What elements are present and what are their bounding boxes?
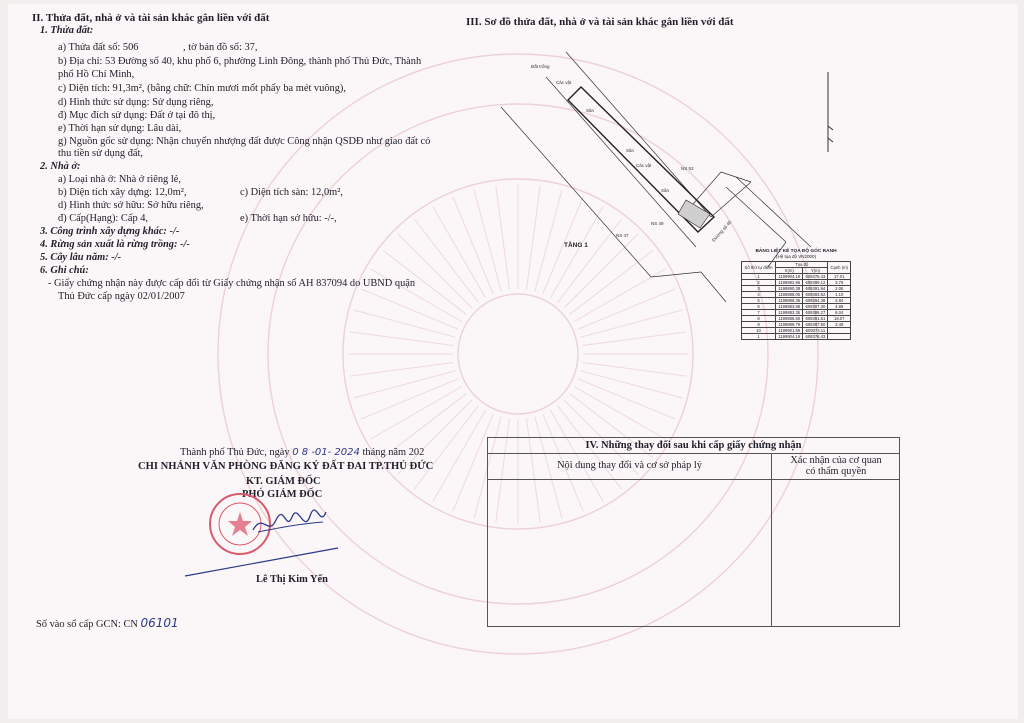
date-prefix: Thành phố Thủ Đức, ngày	[180, 447, 290, 458]
note-line2: Thủ Đức cấp ngày 02/01/2007	[58, 291, 185, 302]
changes-col-confirm-line2: có thẩm quyền	[805, 466, 867, 477]
coords-cell: 6	[742, 304, 776, 310]
section-4-title: IV. Những thay đổi sau khi cấp giấy chứng nhận	[488, 438, 899, 454]
certificate-page	[8, 4, 1018, 719]
coords-title: BẢNG LIỆT KÊ TỌA ĐỘ GÓC RANH	[755, 249, 837, 254]
coords-cell: 10	[742, 328, 776, 334]
date-line	[180, 447, 424, 459]
coords-cell: 2	[742, 280, 776, 286]
coords-cell: 609376.43	[803, 334, 828, 340]
coords-cell: 7	[742, 310, 776, 316]
coords-header-group: Tọa độ	[776, 262, 828, 268]
planted-forest: 4. Rừng sản xuất là rừng trồng: -/-	[40, 239, 190, 250]
floor-label: TẦNG 1	[564, 242, 588, 249]
coords-cell: 1199890.38	[776, 286, 803, 292]
changes-col-confirm-line1: Xác nhận của cơ quan	[790, 455, 882, 466]
coords-cell: 18.07	[828, 316, 851, 322]
coords-cell: 1.10	[828, 292, 851, 298]
land-origin-line1: g) Nguồn gốc sử dụng: Nhận chuyển nhượng đất được Công nhận QSDĐ như giao đất có	[58, 136, 431, 147]
coords-cell: 1	[742, 274, 776, 280]
signer-name: Lê Thị Kim Yến	[256, 574, 328, 585]
coords-cell: 17.01	[828, 274, 851, 280]
coords-cell	[828, 334, 851, 340]
coords-cell: 3	[742, 286, 776, 292]
register-line	[36, 617, 179, 631]
date-stamp: 0 8 -01- 2024	[292, 447, 360, 458]
map-label: Sân	[661, 188, 670, 193]
house-grade: đ) Cấp(Hạng): Cấp 4,	[58, 213, 149, 224]
house-floor-area: c) Diện tích sàn: 12,0m²,	[240, 187, 343, 198]
changes-col-content: Nội dung thay đổi và cơ sở pháp lý	[557, 460, 702, 471]
coords-cell: 1199892.86	[776, 280, 803, 286]
coords-row	[742, 316, 851, 322]
changes-column-divider	[488, 453, 772, 626]
map-label: NS 49	[651, 221, 664, 226]
map-label: Các vật	[556, 80, 572, 85]
signer-kt: KT. GIÁM ĐỐC	[246, 476, 321, 487]
coords-cell: 3.48	[828, 322, 851, 328]
land-purpose: đ) Mục đích sử dụng: Đất ở tại đô thị,	[58, 110, 216, 121]
coords-cell: 1199886.35	[776, 298, 803, 304]
note-line1: - Giấy chứng nhận này được cấp đổi từ Giấy chứng nhận số AH 837094 do UBND quận	[48, 278, 416, 289]
coords-cell: 1199889.79	[776, 322, 803, 328]
coords-cell: 1199888.05	[776, 292, 803, 298]
land-address-line1: b) Địa chỉ: 53 Đường số 40, khu phố 6, phường Linh Đông, thành phố Thủ Đức, Thành	[58, 56, 422, 67]
coords-cell: 4	[742, 292, 776, 298]
signature-scribble	[248, 502, 328, 542]
coords-row	[742, 334, 851, 340]
coords-cell: 609391.61	[803, 316, 828, 322]
coords-cell: 609393.52	[803, 292, 828, 298]
coords-cell: 1199883.35	[776, 310, 803, 316]
house-ownership: d) Hình thức sở hữu: Sở hữu riêng,	[58, 200, 204, 211]
coords-cell: 2.06	[828, 286, 851, 292]
date-mid: tháng	[362, 447, 386, 458]
coords-cell: 609391.94	[803, 286, 828, 292]
house-build-area: b) Diện tích xây dựng: 12,0m²,	[58, 187, 187, 198]
register-number: 06101	[140, 616, 179, 630]
coords-cell: 609376.43	[803, 274, 828, 280]
coords-cell: 1	[742, 334, 776, 340]
house-type: a) Loại nhà ở: Nhà ở riêng lẻ,	[58, 174, 181, 185]
map-label: Đất trống	[531, 64, 550, 69]
land-address-line2: phố Hồ Chí Minh,	[58, 69, 135, 80]
coords-cell: 609395.27	[803, 310, 828, 316]
coords-cell: 9	[742, 322, 776, 328]
coords-cell: 609397.30	[803, 304, 828, 310]
date-suffix: năm 202	[388, 447, 425, 458]
coords-cell: 5	[742, 298, 776, 304]
map-label: NS 47	[616, 233, 629, 238]
signer-role: PHÓ GIÁM ĐỐC	[242, 489, 323, 500]
coords-grid	[741, 261, 851, 340]
changes-table	[487, 437, 900, 627]
coords-cell: 609394.38	[803, 298, 828, 304]
land-map-sheet: , tờ bản đồ số: 37,	[183, 42, 258, 53]
coords-cell: 1199901.59	[776, 328, 803, 334]
coords-header: Y(m)	[803, 268, 828, 274]
section-3-title: III. Sơ đồ thửa đất, nhà ở và tài sản khác gắn liền với đất	[466, 16, 734, 28]
register-label: Số vào sổ cấp GCN: CN	[36, 619, 138, 630]
perennial-trees: 5. Cây lâu năm: -/-	[40, 252, 122, 263]
land-parcel-number: a) Thửa đất số: 506	[58, 42, 139, 53]
map-label: Sân	[586, 108, 595, 113]
coords-header: Cạnh (m)	[828, 262, 851, 274]
coords-cell: 1199886.50	[776, 316, 803, 322]
land-term: e) Thời hạn sử dụng: Lâu dài,	[58, 123, 182, 134]
coords-cell: 1199904.19	[776, 334, 803, 340]
coords-cell: 8	[742, 316, 776, 322]
map-label: Các vật	[636, 163, 652, 168]
land-origin-line2: thu tiền sử dụng đất,	[58, 148, 143, 159]
coords-cell: 4.88	[828, 304, 851, 310]
section-2-title: II. Thửa đất, nhà ở và tài sản khác gắn liền với đất	[32, 12, 270, 24]
coords-cell: 1199904.19	[776, 274, 803, 280]
coords-header: Số thứ tự điểm	[742, 262, 776, 274]
house-ownership-term: e) Thời hạn sở hữu: -/-,	[240, 213, 337, 224]
other-works: 3. Công trình xây dựng khác: -/-	[40, 226, 180, 237]
coords-cell: 3.84	[828, 298, 851, 304]
map-label: Đường số 40	[711, 219, 733, 243]
coords-cell: 609387.60	[803, 322, 828, 328]
house-heading: 2. Nhà ở:	[40, 161, 81, 172]
issuing-office: CHI NHÁNH VĂN PHÒNG ĐĂNG KÝ ĐẤT ĐAI TP.THỦ ĐỨC	[138, 461, 434, 472]
map-label: Sân	[626, 148, 635, 153]
notes-heading: 6. Ghi chú:	[40, 265, 89, 276]
coords-subtitle: (Hệ tọa độ VN2000)	[775, 254, 817, 259]
coords-row	[742, 274, 851, 280]
land-area: c) Diện tích: 91,3m², (bằng chữ: Chín mươi mốt phẩy ba mét vuông),	[58, 83, 346, 94]
coords-cell: 3.76	[828, 280, 851, 286]
map-label: NS 53	[681, 166, 694, 171]
coords-cell: 609374.11	[803, 328, 828, 334]
coords-cell: 6.04	[828, 310, 851, 316]
coords-header: X(m)	[776, 268, 803, 274]
coords-cell: 1199883.88	[776, 304, 803, 310]
coordinate-table	[741, 249, 851, 340]
land-usage-form: d) Hình thức sử dụng: Sử dụng riêng,	[58, 97, 214, 108]
coords-cell: 609389.12	[803, 280, 828, 286]
land-heading: 1. Thửa đất:	[40, 25, 94, 36]
